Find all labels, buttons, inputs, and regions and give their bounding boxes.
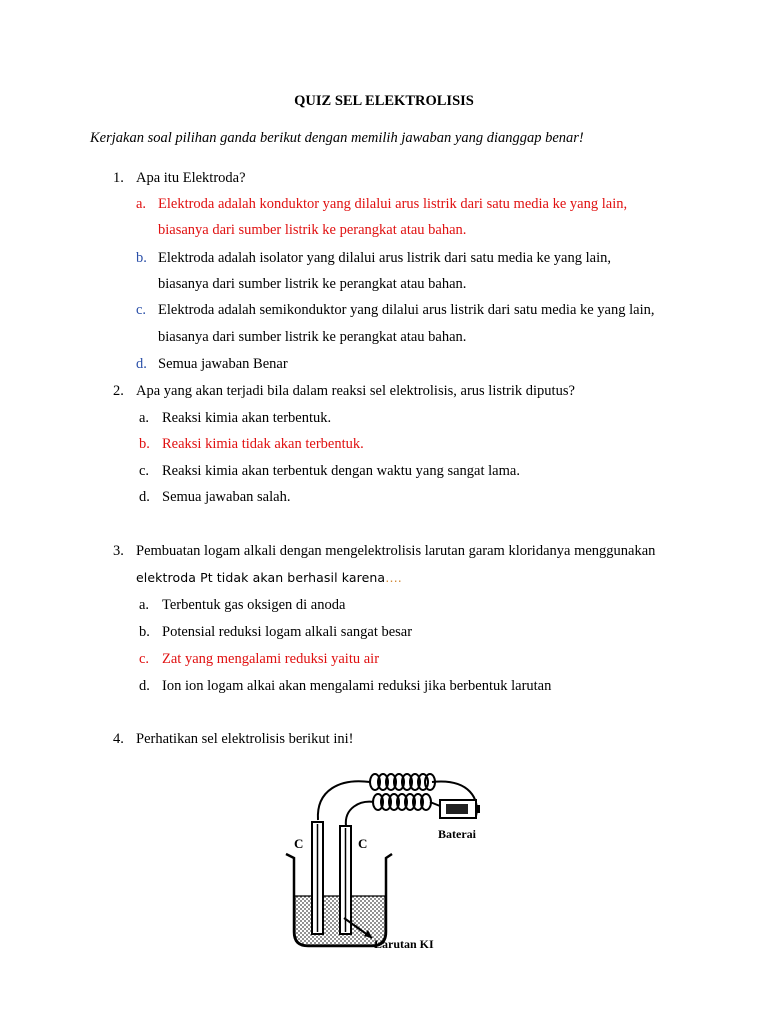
q1-option-b-text-cont[interactable]: biasanya dari sumber listrik ke perangkat atau bahan. (158, 276, 467, 292)
q2-option-a-letter[interactable]: a. (139, 410, 150, 426)
q2-option-b-letter[interactable]: b. (139, 436, 150, 452)
q3-option-a-letter[interactable]: a. (139, 597, 150, 613)
q3-question-cont-text: elektroda Pt tidak akan berhasil karena (136, 570, 386, 585)
coil-top (370, 774, 435, 790)
q2-option-d-text[interactable]: Semua jawaban salah. (162, 489, 291, 505)
electrode-right-label: C (358, 836, 368, 851)
q1-option-c-text-cont[interactable]: biasanya dari sumber listrik ke perangkat atau bahan. (158, 329, 467, 345)
q1-option-b-text[interactable]: Elektroda adalah isolator yang dilalui arus listrik dari satu media ke yang lain, (158, 250, 611, 266)
q1-option-a-letter[interactable]: a. (136, 196, 147, 212)
q2-option-d-letter[interactable]: d. (139, 489, 150, 505)
q1-option-c-text[interactable]: Elektroda adalah semikonduktor yang dilalui arus listrik dari satu media ke yang lain, (158, 302, 655, 318)
q1-number: 1. (113, 170, 124, 186)
q1-option-c-letter[interactable]: c. (136, 302, 147, 318)
battery-icon (440, 800, 480, 818)
instruction-text: Kerjakan soal pilihan ganda berikut dengan memilih jawaban yang dianggap benar! (90, 130, 584, 146)
q4-question: Perhatikan sel elektrolisis berikut ini! (136, 731, 354, 747)
coil-bottom (373, 794, 431, 810)
q2-option-a-text[interactable]: Reaksi kimia akan terbentuk. (162, 410, 332, 426)
q2-option-c-letter[interactable]: c. (139, 463, 150, 479)
q3-option-c-text[interactable]: Zat yang mengalami reduksi yaitu air (162, 651, 380, 667)
q1-option-b-letter[interactable]: b. (136, 250, 147, 266)
q1-option-d-letter[interactable]: d. (136, 356, 147, 372)
q1-question: Apa itu Elektroda? (136, 170, 246, 186)
electrode-right (340, 826, 351, 934)
electrode-left (312, 822, 323, 934)
q2-question: Apa yang akan terjadi bila dalam reaksi sel elektrolisis, arus listrik diputus? (136, 383, 575, 399)
q3-question-dots: …. (385, 570, 402, 585)
q2-number: 2. (113, 383, 124, 399)
q3-option-d-letter[interactable]: d. (139, 678, 150, 694)
q4-number: 4. (113, 731, 124, 747)
q1-option-d-text[interactable]: Semua jawaban Benar (158, 356, 288, 372)
battery-label: Baterai (438, 827, 476, 841)
q3-question-cont (136, 570, 402, 587)
wire-left (318, 781, 370, 820)
electrolysis-cell-diagram (280, 760, 500, 960)
q3-option-a-text[interactable]: Terbentuk gas oksigen di anoda (162, 597, 346, 613)
page-title: QUIZ SEL ELEKTROLISIS (294, 93, 474, 109)
q2-option-c-text[interactable]: Reaksi kimia akan terbentuk dengan waktu yang sangat lama. (162, 463, 520, 479)
q3-question: Pembuatan logam alkali dengan mengelektrolisis larutan garam kloridanya menggunakan (136, 543, 656, 559)
wire-inner (346, 802, 374, 826)
q2-option-b-text[interactable]: Reaksi kimia tidak akan terbentuk. (162, 436, 364, 452)
q1-option-a-text[interactable]: Elektroda adalah konduktor yang dilalui arus listrik dari satu media ke yang lain, (158, 196, 628, 212)
q1-option-a-text-cont[interactable]: biasanya dari sumber listrik ke perangkat atau bahan. (158, 222, 467, 238)
electrode-left-label: C (294, 836, 304, 851)
q3-option-d-text[interactable]: Ion ion logam alkai akan mengalami reduksi jika berbentuk larutan (162, 678, 552, 694)
q3-option-c-letter[interactable]: c. (139, 651, 150, 667)
q3-option-b-letter[interactable]: b. (139, 624, 150, 640)
q3-number: 3. (113, 543, 124, 559)
q3-option-b-text[interactable]: Potensial reduksi logam alkali sangat besar (162, 624, 413, 640)
solution-label: Larutan KI (374, 937, 434, 951)
